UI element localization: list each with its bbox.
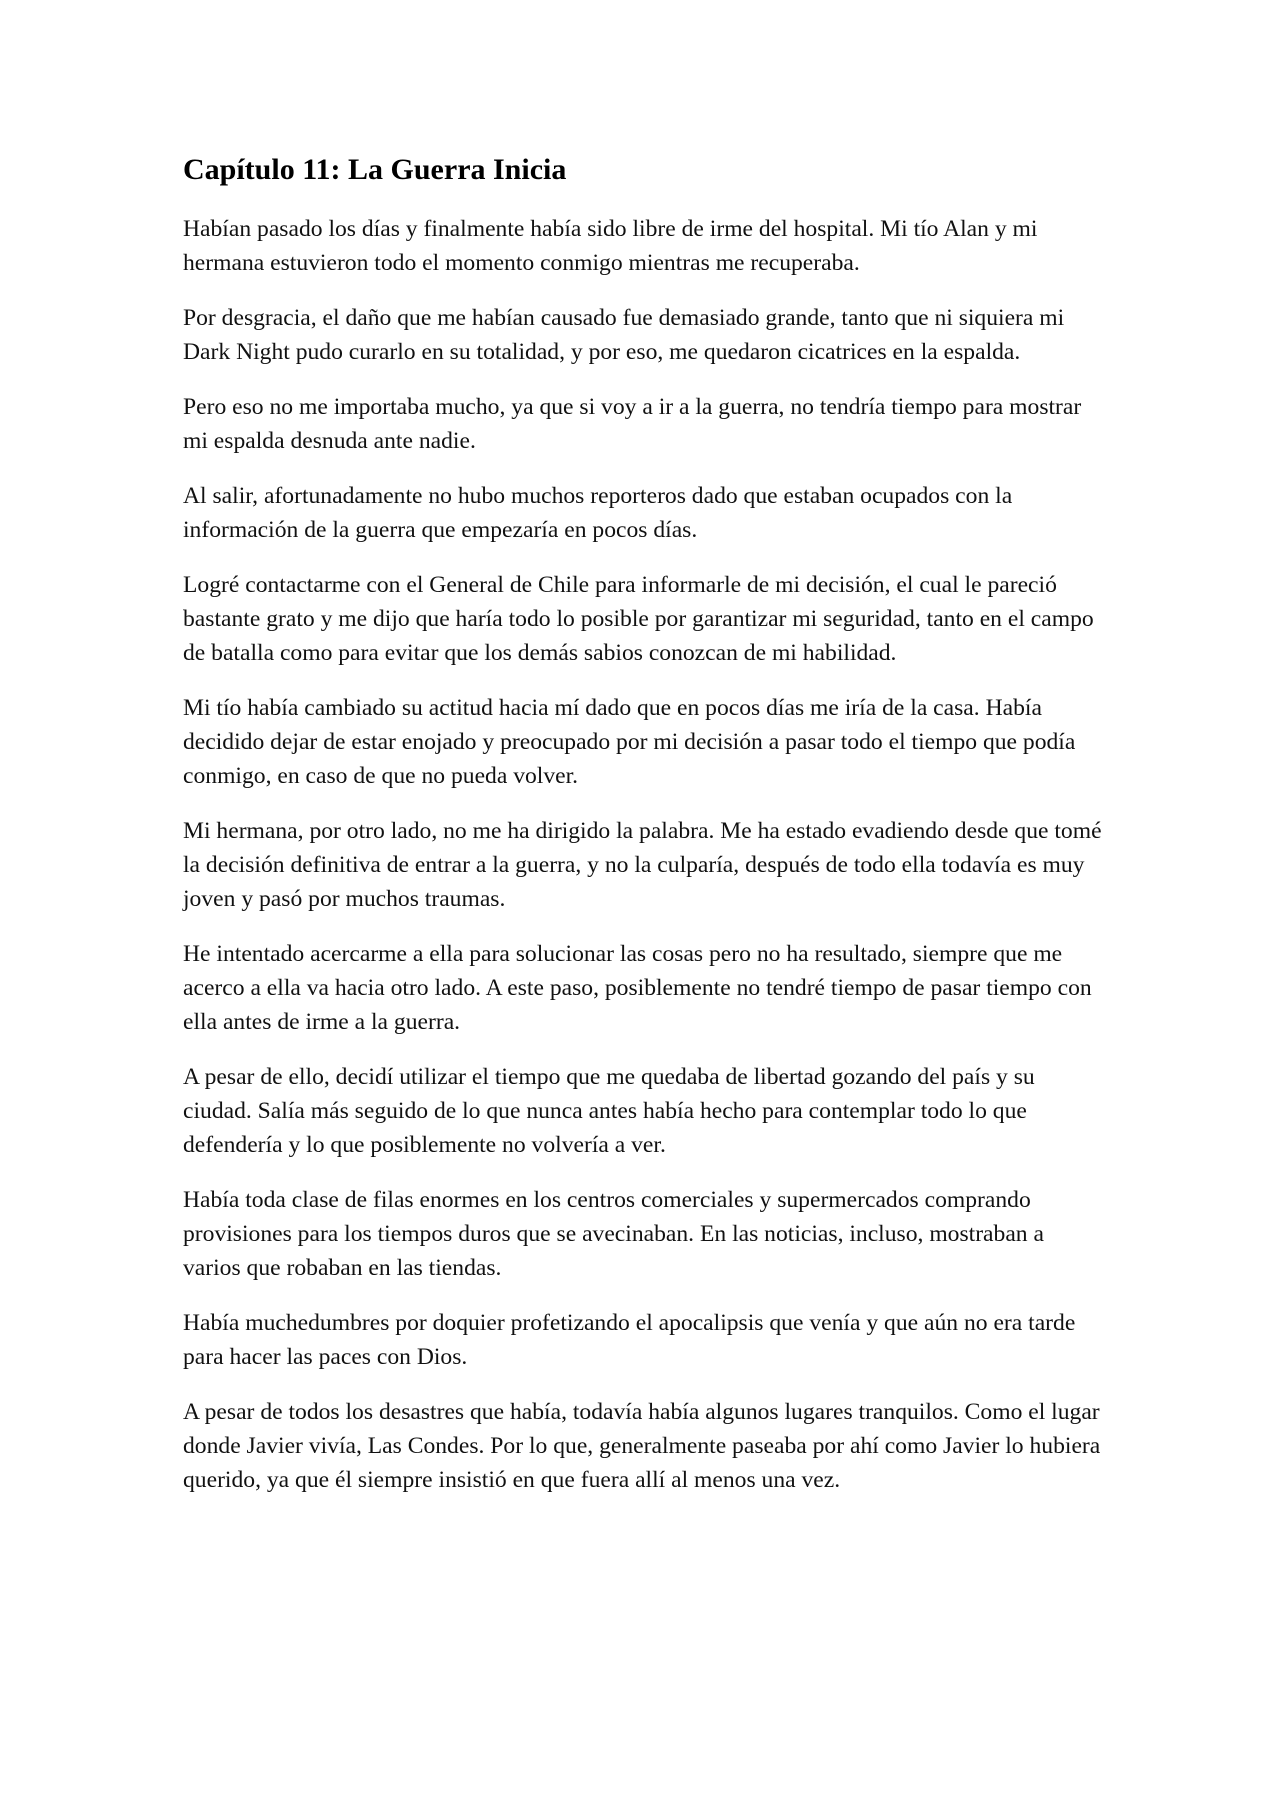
paragraph-12: A pesar de todos los desastres que había, todavía había algunos lugares tranquilos. Como el lugar donde Javier vivía, Las Condes. Por lo que, generalmente paseaba por ahí como Javier lo hubiera querido, ya que él siempre insistió en que fuera allí al menos una vez. xyxy=(183,1399,1101,1493)
document-body xyxy=(183,150,1103,1518)
paragraph-2: Por desgracia, el daño que me habían causado fue demasiado grande, tanto que ni siquiera mi Dark Night pudo curarlo en su totalidad, y por eso, me quedaron cicatrices en la espalda. xyxy=(183,305,1065,365)
paragraph-7: Mi hermana, por otro lado, no me ha dirigido la palabra. Me ha estado evadiendo desde que tomé la decisión definitiva de entrar a la guerra, y no la culparía, después de todo ella todavía es muy joven y pasó por muchos traumas. xyxy=(183,818,1102,912)
paragraph-3: Pero eso no me importaba mucho, ya que si voy a ir a la guerra, no tendría tiempo para mostrar mi espalda desnuda ante nadie. xyxy=(183,394,1082,454)
paragraph-11: Había muchedumbres por doquier profetizando el apocalipsis que venía y que aún no era tarde para hacer las paces con Dios. xyxy=(183,1310,1076,1370)
paragraph-8: He intentado acercarme a ella para solucionar las cosas pero no ha resultado, siempre que me acerco a ella va hacia otro lado. A este paso, posiblemente no tendré tiempo de pasar tiempo con ella antes de irme a la guerra. xyxy=(183,941,1092,1035)
chapter-title: Capítulo 11: La Guerra Inicia xyxy=(183,153,567,186)
paragraph-4: Al salir, afortunadamente no hubo muchos reporteros dado que estaban ocupados con la información de la guerra que empezaría en pocos días. xyxy=(183,483,1013,543)
paragraph-10: Había toda clase de filas enormes en los centros comerciales y supermercados comprando provisiones para los tiempos duros que se avecinaban. En las noticias, incluso, mostraban a varios que robaban en las tiendas. xyxy=(183,1187,1044,1281)
paragraph-6: Mi tío había cambiado su actitud hacia mí dado que en pocos días me iría de la casa. Había decidido dejar de estar enojado y preocupado por mi decisión a pasar todo el tiempo que podía conmigo, en caso de que no pueda volver. xyxy=(183,695,1076,789)
paragraph-1: Habían pasado los días y finalmente había sido libre de irme del hospital. Mi tío Alan y mi hermana estuvieron todo el momento conmigo mientras me recuperaba. xyxy=(183,216,1038,276)
paragraph-5: Logré contactarme con el General de Chile para informarle de mi decisión, el cual le pareció bastante grato y me dijo que haría todo lo posible por garantizar mi seguridad, tanto en el campo de batalla como para evitar que los demás sabios conozcan de mi habilidad. xyxy=(183,572,1094,666)
paragraph-9: A pesar de ello, decidí utilizar el tiempo que me quedaba de libertad gozando del país y su ciudad. Salía más seguido de lo que nunca antes había hecho para contemplar todo lo que defendería y lo que posiblemente no volvería a ver. xyxy=(183,1064,1035,1158)
